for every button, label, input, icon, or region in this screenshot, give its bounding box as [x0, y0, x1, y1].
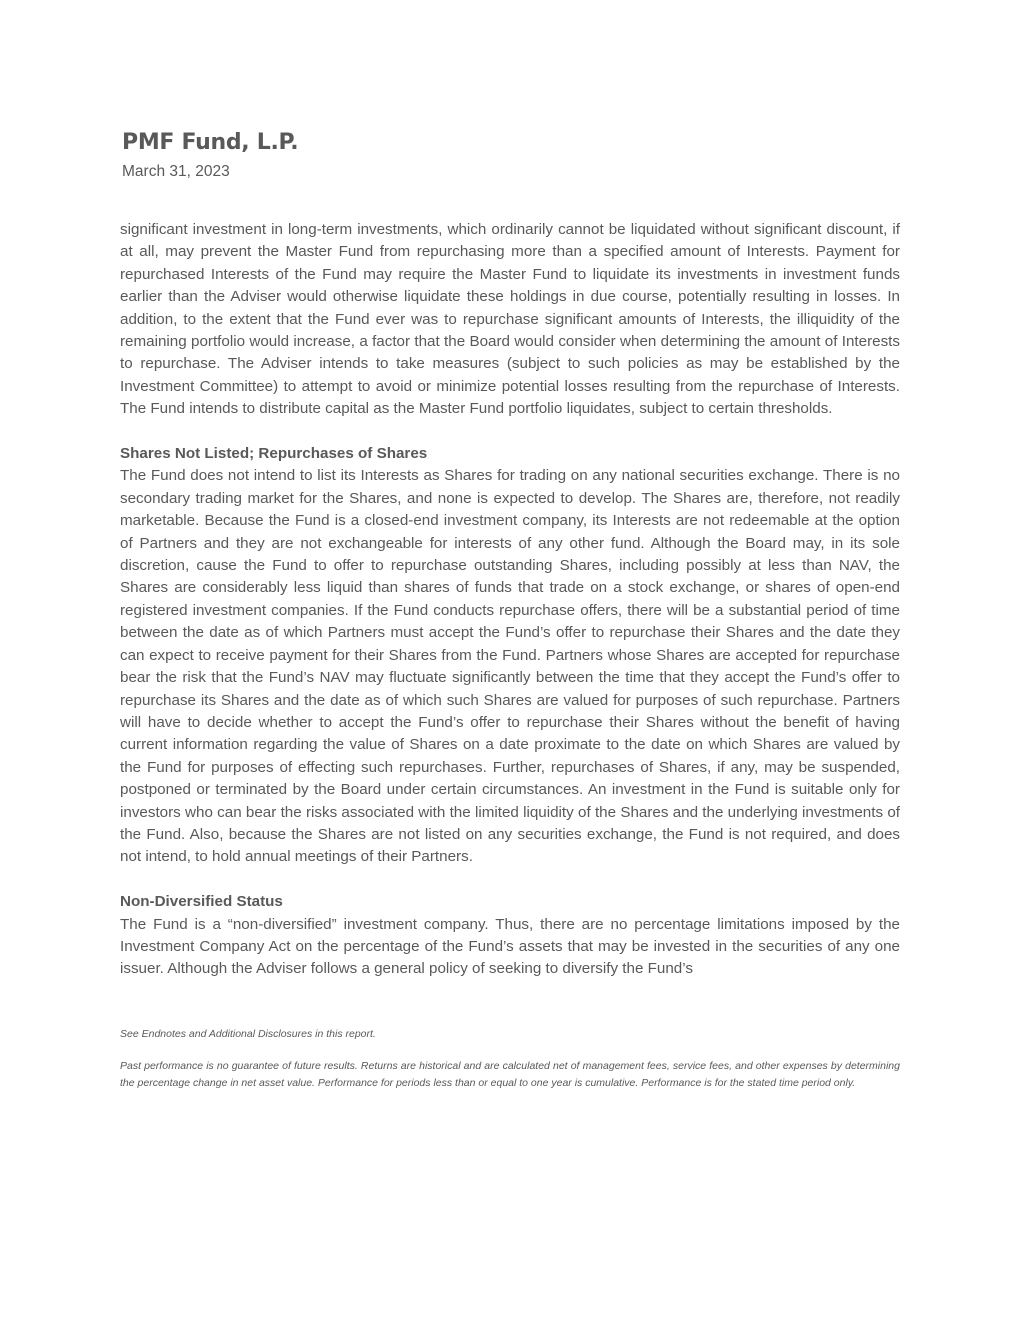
section-non-diversified-status	[120, 891, 900, 981]
spacer	[120, 421, 900, 443]
performance-disclaimer: Past performance is no guarantee of future results. Returns are historical and are calculated net of management fees, service fees, and other expenses by determining the percentage change in net asset value. Performance for periods less than or equal to one year is cumulative. Performance is for the stated time period only.	[120, 1060, 900, 1089]
section-shares-not-listed	[120, 443, 900, 869]
section-heading: Shares Not Listed; Repurchases of Shares	[120, 445, 428, 463]
document-body	[120, 219, 900, 981]
section-paragraph: The Fund does not intend to list its Interests as Shares for trading on any national securities exchange. There is no secondary trading market for the Shares, and none is expected to develop. The Shares are, therefore, not readily marketable. Because the Fund is a closed-end investment company, its Interests are not redeemable at the option of Partners and they are not exchangeable for interests of any other fund. Although the Board may, in its sole discretion, cause the Fund to offer to repurchase outstanding Shares, including possibly at less than NAV, the Shares are considerably less liquid than shares of funds that trade on a stock exchange, or shares of open-end registered investment companies. If the Fund conducts repurchase offers, there will be a substantial period of time between the date as of which Partners must accept the Fund’s offer to repurchase their Shares and the date they can expect to receive payment for their Shares from the Fund. Partners whose Shares are accepted for repurchase bear the risk that the Fund’s NAV may fluctuate significantly between the time that they accept the Fund’s offer to repurchase its Shares and the date as of which such Shares are valued for purposes of such repurchase. Partners will have to decide whether to accept the Fund’s offer to repurchase their Shares without the benefit of having current information regarding the value of Shares on a date proximate to the date on which Shares are valued by the Fund for purposes of effecting such repurchases. Further, repurchases of Shares, if any, may be suspended, postponed or terminated by the Board under certain circumstances. An investment in the Fund is suitable only for investors who can bear the risks associated with the limited liquidity of the Shares and the underlying investments of the Fund. Also, because the Shares are not listed on any securities exchange, the Fund is not required, and does not intend, to hold annual meetings of their Partners.	[120, 467, 900, 866]
fund-title: PMF Fund, L.P.	[122, 130, 299, 155]
intro-paragraph: significant investment in long-term investments, which ordinarily cannot be liquidated without significant discount, if at all, may prevent the Master Fund from repurchasing more than a specified amount of Interests. Payment for repurchased Interests of the Fund may require the Master Fund to liquidate its investments in investment funds earlier than the Adviser would otherwise liquidate these holdings in due course, potentially resulting in losses. In addition, to the extent that the Fund ever was to repurchase significant amounts of Interests, the illiquidity of the remaining portfolio would increase, a factor that the Board would consider when determining the amount of Interests to repurchase. The Adviser intends to take measures (subject to such policies as may be established by the Investment Committee) to attempt to avoid or minimize potential losses resulting from the repurchase of Interests. The Fund intends to distribute capital as the Master Fund portfolio liquidates, subject to certain thresholds.	[120, 221, 900, 418]
spacer	[120, 869, 900, 891]
section-heading: Non-Diversified Status	[120, 893, 283, 911]
endnotes-note: See Endnotes and Additional Disclosures in this report.	[120, 1028, 376, 1040]
document-header	[122, 128, 298, 183]
report-date: March 31, 2023	[122, 163, 230, 180]
section-paragraph: The Fund is a “non-diversified” investment company. Thus, there are no percentage limitations imposed by the Investment Company Act on the percentage of the Fund’s assets that may be invested in the securities of any one issuer. Although the Adviser follows a general policy of seeking to diversify the Fund’s	[120, 915, 900, 978]
